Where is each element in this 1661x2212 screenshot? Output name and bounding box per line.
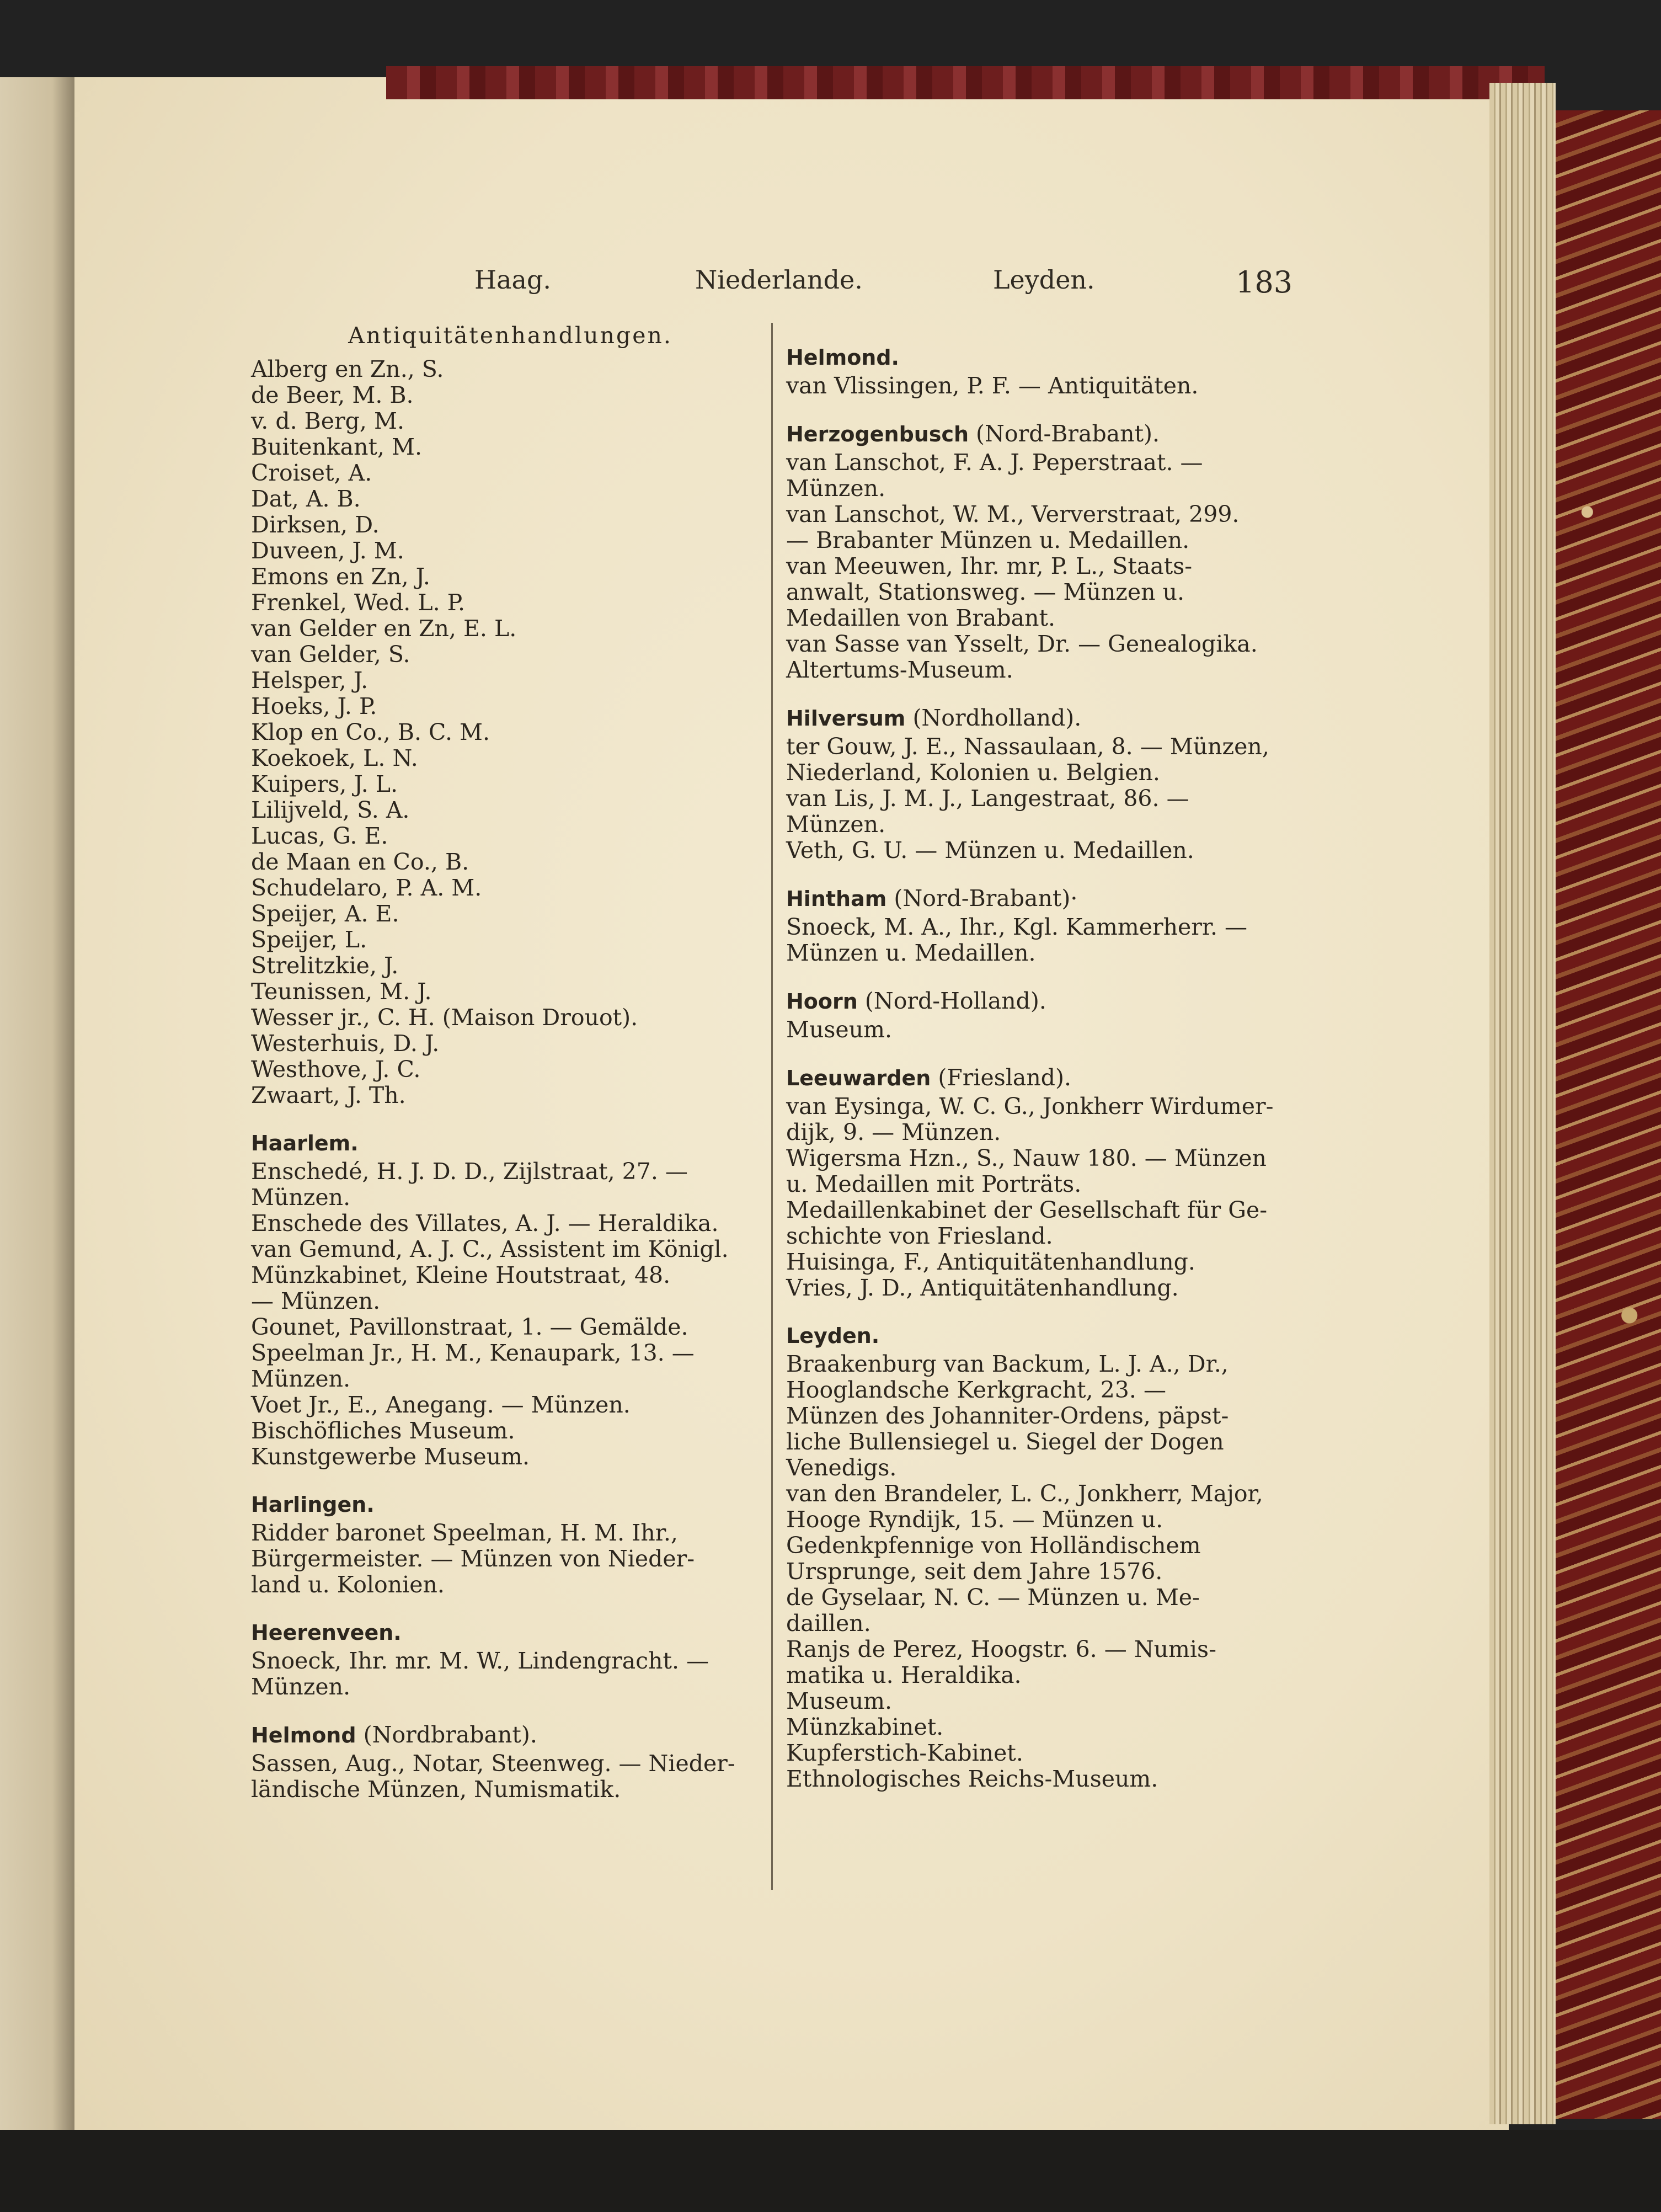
- entry-line: Veth, G. U. — Münzen u. Medaillen.: [786, 837, 1194, 864]
- entry-line: Münzkabinet, Kleine Houtstraat, 48.: [251, 1262, 671, 1288]
- list-item: Alberg en Zn., S.: [251, 356, 444, 382]
- entry-line: van Vlissingen, P. F. — Antiquitäten.: [786, 372, 1199, 399]
- entry-line: u. Medaillen mit Porträts.: [786, 1171, 1082, 1197]
- entry-line: Münzen u. Medaillen.: [786, 940, 1036, 966]
- section-subtitle: (Nordholland).: [905, 705, 1082, 731]
- section-haarlem: [251, 1131, 770, 1470]
- entry-line: van Lis, J. M. J., Langestraat, 86. —: [786, 785, 1189, 812]
- list-item: Dirksen, D.: [251, 511, 380, 538]
- entry-line: Sassen, Aug., Notar, Steenweg. — Nieder-: [251, 1750, 735, 1777]
- list-item: [786, 1714, 1316, 1740]
- entry-line: Enschedé, H. J. D. D., Zijlstraat, 27. —: [251, 1158, 688, 1185]
- list-item: Speijer, L.: [251, 926, 367, 953]
- list-item: Hoeks, J. P.: [251, 693, 377, 719]
- entry-line: van Eysinga, W. C. G., Jonkherr Wirdumer-: [786, 1093, 1274, 1120]
- entry-line: anwalt, Stationsweg. — Münzen u.: [786, 579, 1185, 605]
- section-subtitle: (Friesland).: [931, 1064, 1072, 1091]
- right-column: [786, 323, 1316, 1792]
- entry-line: Hooglandsche Kerkgracht, 23. —: [786, 1377, 1166, 1403]
- entry-line: Museum.: [786, 1688, 893, 1714]
- section-title-text: Harlingen.: [251, 1493, 375, 1517]
- entry-line: Wigersma Hzn., S., Nauw 180. — Münzen: [786, 1145, 1267, 1171]
- entry-line: Speelman Jr., H. M., Kenaupark, 13. —: [251, 1340, 695, 1366]
- section-title: [251, 1620, 770, 1646]
- entry-line: Medaillenkabinet der Gesellschaft für Ge-: [786, 1197, 1268, 1223]
- list-item: [786, 838, 1316, 864]
- list-item: [786, 450, 1316, 502]
- list-item: [251, 1159, 770, 1211]
- list-item: [786, 1688, 1316, 1714]
- section-title: [786, 988, 1316, 1015]
- section-title: [786, 421, 1316, 447]
- entry-line: Bürgermeister. — Münzen von Nieder-: [251, 1545, 695, 1572]
- section-title-text: Leyden.: [786, 1324, 880, 1348]
- list-item: Wesser jr., C. H. (Maison Drouot).: [251, 1004, 638, 1031]
- list-item: [786, 1637, 1316, 1688]
- entry-line: Münzen.: [251, 1366, 351, 1392]
- entry-line: Münzen.: [251, 1184, 351, 1211]
- list-item: Duveen, J. M.: [251, 537, 404, 564]
- list-item: [786, 631, 1316, 657]
- list-item: [251, 1418, 770, 1444]
- list-item: Westerhuis, D. J.: [251, 1030, 440, 1057]
- section-title-text: Hilversum: [786, 706, 906, 731]
- entry-line: Voet Jr., E., Anegang. — Münzen.: [251, 1392, 631, 1418]
- page-number: 183: [1236, 265, 1293, 300]
- entry-line: Snoeck, Ihr. mr. M. W., Lindengracht. —: [251, 1648, 709, 1674]
- list-item: [786, 734, 1316, 786]
- list-item: [251, 1211, 770, 1236]
- entry-line: Münzen des Johanniter-Ordens, päpst-: [786, 1403, 1229, 1429]
- running-header: [474, 265, 1291, 303]
- section-title-text: Leeuwarden: [786, 1066, 931, 1090]
- section-title: [786, 886, 1316, 912]
- list-item: [786, 1585, 1316, 1637]
- entry-line: Kupferstich-Kabinet.: [786, 1740, 1023, 1766]
- list-item: de Beer, M. B.: [251, 382, 414, 408]
- section-title-text: Hoorn: [786, 989, 858, 1014]
- list-item: [251, 1392, 770, 1418]
- list-item: Lilijveld, S. A.: [251, 797, 410, 823]
- marbled-binding-edge: [1556, 110, 1661, 2119]
- list-item: [251, 1444, 770, 1470]
- list-item: [786, 1094, 1316, 1145]
- list-item: [251, 1236, 770, 1314]
- list-item: [251, 1751, 770, 1803]
- list-item: [251, 1314, 770, 1340]
- section-title-text: Herzogenbusch: [786, 422, 969, 446]
- entry-line: Ranjs de Perez, Hoogstr. 6. — Numis-: [786, 1636, 1216, 1662]
- section-subtitle: (Nordbrabant).: [356, 1721, 537, 1748]
- list-item: [786, 1017, 1316, 1043]
- list-item: Buitenkant, M.: [251, 434, 423, 460]
- entry-line: van Lanschot, F. A. J. Peperstraat. —: [786, 449, 1203, 476]
- section-subtitle: (Nord-Brabant)·: [886, 885, 1078, 912]
- entry-line: Altertums-Museum.: [786, 657, 1013, 683]
- header-left: Haag.: [474, 265, 552, 295]
- section-hilversum: [786, 705, 1316, 864]
- section-title-text: Haarlem.: [251, 1131, 359, 1155]
- list-item: van Gelder, S.: [251, 641, 410, 668]
- list-item: [786, 1249, 1316, 1275]
- section-title: [251, 1131, 770, 1156]
- section-leeuwarden: [786, 1065, 1316, 1301]
- page-stack-edge: [1489, 83, 1556, 2124]
- entry-line: van Meeuwen, Ihr. mr, P. L., Staats-: [786, 553, 1193, 579]
- list-item: Dat, A. B.: [251, 486, 361, 512]
- list-item: Schudelaro, P. A. M.: [251, 875, 482, 901]
- section-hintham: [786, 886, 1316, 966]
- list-item: Croiset, A.: [251, 460, 372, 486]
- entry-line: Münzen.: [786, 475, 886, 502]
- antiquitaeten-list: [251, 356, 770, 1108]
- top-page-edge: [386, 66, 1545, 99]
- entry-line: dijk, 9. — Münzen.: [786, 1119, 1001, 1145]
- list-item: Westhove, J. C.: [251, 1056, 421, 1083]
- list-item: [786, 1275, 1316, 1301]
- list-item: de Maan en Co., B.: [251, 849, 469, 875]
- list-item: Kuipers, J. L.: [251, 771, 398, 797]
- entry-line: Ethnologisches Reichs-Museum.: [786, 1766, 1158, 1792]
- list-item: Teunissen, M. J.: [251, 978, 432, 1005]
- list-item: [786, 1481, 1316, 1585]
- list-item: v. d. Berg, M.: [251, 408, 404, 434]
- section-title-text: Hintham: [786, 887, 887, 911]
- entry-line: matika u. Heraldika.: [786, 1662, 1022, 1688]
- section-title: [251, 1492, 770, 1518]
- section-harlingen: [251, 1492, 770, 1598]
- list-item: [786, 1766, 1316, 1792]
- list-item: Strelitzkie, J.: [251, 952, 399, 979]
- entry-line: Kunstgewerbe Museum.: [251, 1443, 530, 1470]
- entry-line: Gedenkpfennige von Holländischem: [786, 1532, 1201, 1559]
- list-item: [786, 1740, 1316, 1766]
- section-helmond-nordbrabant: [251, 1722, 770, 1803]
- section-subtitle: (Nord-Brabant).: [969, 420, 1160, 447]
- list-item: Speijer, A. E.: [251, 900, 399, 927]
- entry-line: schichte von Friesland.: [786, 1223, 1053, 1249]
- list-item: Frenkel, Wed. L. P.: [251, 589, 465, 616]
- entry-line: land u. Kolonien.: [251, 1571, 445, 1598]
- section-title-text: Heerenveen.: [251, 1621, 402, 1645]
- section-title-text: Helmond: [251, 1723, 356, 1747]
- list-item: Klop en Co., B. C. M.: [251, 719, 490, 745]
- section-title-text: Helmond.: [786, 345, 899, 370]
- section-helmond: [786, 345, 1316, 399]
- entry-line: Snoeck, M. A., Ihr., Kgl. Kammerherr. —: [786, 914, 1248, 940]
- list-item: [786, 657, 1316, 683]
- left-column: [251, 323, 770, 1803]
- header-right: Leyden.: [993, 265, 1095, 295]
- section-subtitle: (Nord-Holland).: [857, 988, 1046, 1014]
- section-title: [251, 1722, 770, 1749]
- entry-line: liche Bullensiegel u. Siegel der Dogen: [786, 1429, 1224, 1455]
- entry-line: — Brabanter Münzen u. Medaillen.: [786, 527, 1190, 553]
- entry-line: Münzen.: [251, 1673, 351, 1700]
- column-divider: [771, 323, 773, 1890]
- bottom-shadow: [0, 2130, 1661, 2212]
- entry-line: Museum.: [786, 1016, 893, 1043]
- entry-line: de Gyselaar, N. C. — Münzen u. Me-: [786, 1584, 1200, 1611]
- section-title: [786, 1065, 1316, 1091]
- list-item: Lucas, G. E.: [251, 823, 388, 849]
- section-title-antiquitaeten: Antiquitätenhandlungen.: [348, 322, 672, 349]
- list-item: [786, 786, 1316, 838]
- entry-line: Braakenburg van Backum, L. J. A., Dr.,: [786, 1351, 1229, 1377]
- list-item: Zwaart, J. Th.: [251, 1082, 406, 1108]
- entry-line: Niederland, Kolonien u. Belgien.: [786, 759, 1160, 786]
- list-item: Emons en Zn, J.: [251, 563, 430, 590]
- list-item: [251, 1520, 770, 1598]
- entry-line: van Gemund, A. J. C., Assistent im Königl.: [251, 1236, 729, 1262]
- entry-line: van Lanschot, W. M., Ververstraat, 299.: [786, 501, 1240, 527]
- section-leyden: [786, 1323, 1316, 1792]
- list-item: Helsper, J.: [251, 667, 368, 694]
- section-hoorn: [786, 988, 1316, 1043]
- section-title: [786, 1323, 1316, 1349]
- entry-line: Münzkabinet.: [786, 1714, 944, 1740]
- list-item: [786, 1197, 1316, 1249]
- entry-line: Ursprunge, seit dem Jahre 1576.: [786, 1558, 1163, 1585]
- list-item: [786, 502, 1316, 553]
- section-title: [786, 345, 1316, 371]
- entry-line: Münzen.: [786, 811, 886, 838]
- entry-line: Huisinga, F., Antiquitätenhandlung.: [786, 1249, 1195, 1275]
- list-item: [251, 1340, 770, 1392]
- header-center: Niederlande.: [695, 265, 863, 295]
- list-item: Koekoek, L. N.: [251, 745, 418, 771]
- entry-line: Bischöfliches Museum.: [251, 1417, 515, 1444]
- entry-line: van den Brandeler, L. C., Jonkherr, Major,: [786, 1480, 1263, 1507]
- entry-line: Enschede des Villates, A. J. — Heraldika.: [251, 1210, 719, 1236]
- entry-line: Venedigs.: [786, 1454, 897, 1481]
- section-herzogenbusch: [786, 421, 1316, 683]
- entry-line: Medaillen von Brabant.: [786, 605, 1056, 631]
- list-item: [786, 1351, 1316, 1481]
- list-item: [786, 1145, 1316, 1197]
- entry-line: daillen.: [786, 1610, 871, 1637]
- section-title: [786, 705, 1316, 732]
- entry-line: Ridder baronet Speelman, H. M. Ihr.,: [251, 1520, 678, 1546]
- entry-line: Vries, J. D., Antiquitätenhandlung.: [786, 1275, 1179, 1301]
- entry-line: ter Gouw, J. E., Nassaulaan, 8. — Münzen,: [786, 733, 1269, 760]
- list-item: [251, 1648, 770, 1700]
- entry-line: — Münzen.: [251, 1288, 381, 1314]
- entry-line: Gounet, Pavillonstraat, 1. — Gemälde.: [251, 1314, 688, 1340]
- entry-line: ländische Münzen, Numismatik.: [251, 1776, 621, 1803]
- entry-line: Hooge Ryndijk, 15. — Münzen u.: [786, 1506, 1163, 1533]
- list-item: [786, 553, 1316, 631]
- list-item: [786, 914, 1316, 966]
- entry-line: van Sasse van Ysselt, Dr. — Genealogika.: [786, 631, 1258, 657]
- section-heerenveen: [251, 1620, 770, 1700]
- list-item: van Gelder en Zn, E. L.: [251, 615, 517, 642]
- list-item: [786, 373, 1316, 399]
- left-page-edge: [0, 77, 74, 2207]
